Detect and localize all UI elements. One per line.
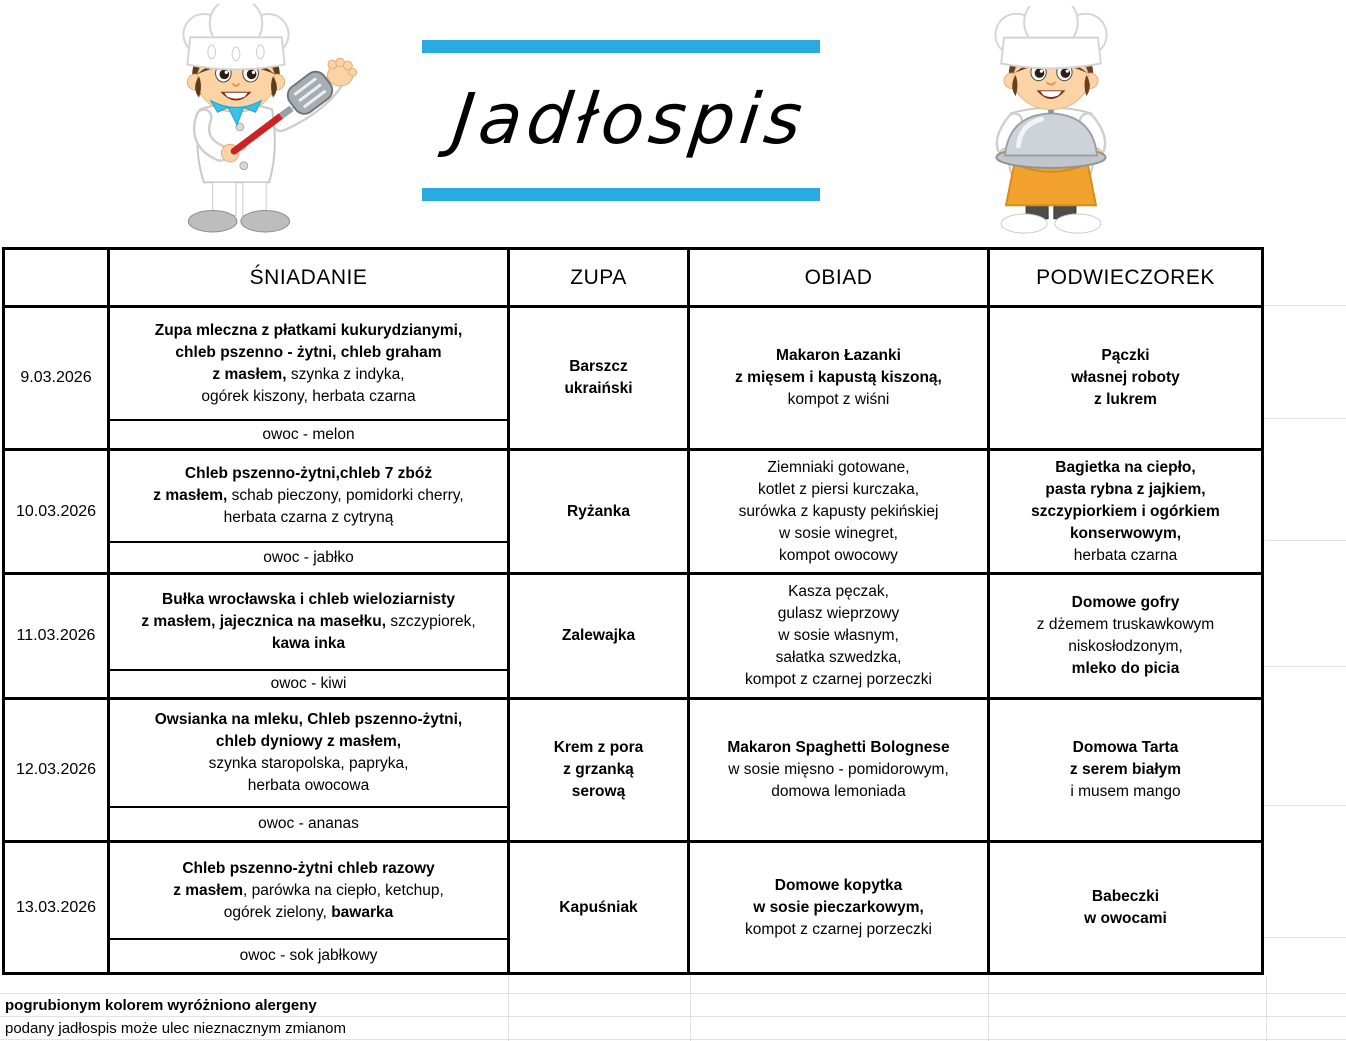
breakfast-main: [110, 308, 507, 419]
gridline-h: [1265, 540, 1346, 541]
menu-line: [1101, 345, 1149, 367]
allergen-text: kawa inka: [271, 635, 346, 652]
menu-text: kompot owocowy: [779, 546, 898, 564]
menu-text: herbata owocowa: [247, 777, 370, 794]
allergen-text: w sosie pieczarkowym,: [753, 898, 924, 916]
allergen-text: serową: [571, 783, 626, 800]
menu-text: surówka z kapusty pekińskiej: [738, 502, 939, 520]
allergen-text: szczypiorkiem i ogórkiem: [1031, 502, 1220, 520]
menu-line: [1092, 886, 1159, 908]
menu-line: [562, 625, 635, 647]
allergen-text: Pączki: [1101, 347, 1150, 364]
date-cell: 13.03.2026: [5, 843, 110, 972]
menu-text: szynka z indyka,: [286, 365, 405, 383]
menu-line: [248, 775, 370, 797]
dinner-cell: [690, 700, 990, 840]
menu-line: [153, 485, 463, 507]
chef-left-hand: [327, 58, 356, 86]
gridline-h: [0, 993, 1346, 994]
menu-line: [1045, 479, 1205, 501]
chef-left-illustration: [90, 4, 382, 238]
menu-line: [564, 378, 632, 400]
column-header-zupa: ZUPA: [510, 250, 690, 305]
menu-line: [778, 625, 899, 647]
allergen-text: Chleb pszenno-żytni chleb razowy: [182, 859, 435, 877]
allergen-text: z lukrem: [1094, 391, 1157, 408]
breakfast-main: [110, 700, 507, 806]
allergen-text: własnej roboty: [1071, 369, 1180, 386]
menu-text: kompot z czarnej porzeczki: [745, 671, 932, 688]
allergen-text: z masłem, jajecznica na masełku,: [141, 613, 387, 630]
menu-line: [216, 731, 401, 753]
menu-line: [745, 669, 932, 691]
menu-text: szynka staropolska, papryka,: [208, 755, 409, 772]
allergen-text: Owsianka na mleku, Chleb pszenno-żytni,: [154, 711, 463, 728]
menu-line: [1094, 389, 1157, 411]
snack-cell: [990, 575, 1261, 697]
menu-line: [1072, 592, 1180, 614]
fruit-cell: owoc - kiwi: [110, 669, 507, 697]
allergen-text: pasta rybna z jajkiem,: [1045, 480, 1206, 498]
fruit-cell: owoc - jabłko: [110, 541, 507, 572]
dinner-cell: [690, 451, 990, 572]
menu-text: niskosłodzonym,: [1068, 638, 1183, 655]
menu-text: w sosie mięsno - pomidorowym,: [728, 761, 949, 778]
title-bar-top: [422, 40, 820, 53]
menu-line: [559, 897, 637, 919]
table-row: [5, 451, 1261, 575]
table-row: [5, 575, 1261, 700]
allergen-note: pogrubionym kolorem wyróżniono alergeny: [5, 997, 317, 1014]
gridline-h: [1265, 418, 1346, 419]
menu-line: [185, 463, 432, 485]
title-block: [400, 30, 860, 210]
menu-line: [173, 880, 444, 902]
allergen-text: Domowa Tarta: [1072, 739, 1179, 756]
menu-text: herbata czarna z cytryną: [223, 509, 394, 526]
menu-line: [767, 457, 909, 479]
menu-text: Kasza pęczak,: [788, 583, 889, 600]
allergen-text: Chleb pszenno-żytni,chleb 7 zbóż: [184, 465, 433, 482]
menu-line: [201, 386, 415, 408]
breakfast-cell: [110, 843, 510, 972]
menu-line: [776, 345, 901, 367]
dinner-cell: [690, 843, 990, 972]
allergen-text: Krem z pora: [553, 739, 644, 756]
gridline-h: [1265, 805, 1346, 806]
menu-text: ogórek kiszony, herbata czarna: [201, 387, 416, 405]
menu-text: gulasz wieprzowy: [777, 605, 900, 622]
menu-line: [788, 389, 890, 411]
menu-text: domowa lemoniada: [771, 783, 906, 800]
menu-line: [563, 759, 634, 781]
menu-line: [753, 897, 924, 919]
menu-line: [1070, 523, 1181, 545]
menu-text: schab pieczony, pomidorki cherry,: [227, 487, 464, 504]
allergen-text: chleb pszenno - żytni, chleb graham: [175, 343, 442, 361]
allergen-text: z masłem,: [153, 487, 228, 504]
allergen-text: Babeczki: [1091, 887, 1160, 905]
menu-line: [778, 603, 899, 625]
allergen-text: z mięsem i kapustą kiszoną,: [735, 369, 942, 386]
table-row: [5, 308, 1261, 451]
menu-line: [1031, 501, 1220, 523]
menu-line: [572, 781, 625, 803]
chef-right-illustration: [902, 6, 1200, 236]
breakfast-main: [110, 575, 507, 669]
menu-line: [155, 709, 462, 731]
gridline-v: [690, 975, 691, 1041]
allergen-text: z masłem: [173, 881, 244, 899]
menu-text: Ziemniaki gotowane,: [767, 458, 910, 476]
breakfast-cell: [110, 700, 510, 840]
date-cell: 9.03.2026: [5, 308, 110, 448]
menu-line: [779, 545, 898, 567]
allergen-text: Makaron Łazanki: [776, 347, 901, 364]
menu-table: [2, 247, 1264, 975]
menu-text: ogórek zielony,: [223, 903, 332, 921]
table-row: [5, 843, 1261, 972]
gridline-h: [1265, 305, 1346, 306]
gridline-v: [1266, 975, 1267, 1041]
menu-line: [175, 342, 441, 364]
table-row: [5, 700, 1261, 843]
snack-cell: [990, 700, 1261, 840]
allergen-text: Ryżanka: [567, 502, 630, 520]
allergen-text: konserwowym,: [1069, 524, 1182, 542]
allergen-text: z serem białym: [1069, 761, 1182, 778]
date-cell: 10.03.2026: [5, 451, 110, 572]
soup-cell: [510, 308, 690, 448]
allergen-text: Zalewajka: [561, 627, 636, 644]
menu-line: [1070, 781, 1180, 803]
menu-text: z dżemem truskawkowym: [1036, 616, 1215, 633]
menu-line: [1084, 908, 1167, 930]
menu-line: [569, 356, 628, 378]
allergen-text: Bułka wrocławska i chleb wieloziarnisty: [162, 591, 455, 608]
gridline-h: [0, 1039, 1346, 1040]
menu-line: [1055, 457, 1195, 479]
menu-line: [1070, 759, 1181, 781]
date-cell: 12.03.2026: [5, 700, 110, 840]
column-header-obiad: OBIAD: [690, 250, 990, 305]
gridline-v: [988, 975, 989, 1041]
disclaimer-note: podany jadłospis może ulec nieznacznym zmianom: [5, 1020, 347, 1037]
allergen-text: z grzanką: [563, 761, 634, 778]
column-header-podwieczorek: PODWIECZOREK: [1036, 265, 1215, 289]
allergen-text: z masłem,: [212, 365, 287, 383]
menu-line: [1071, 367, 1180, 389]
menu-text: sałatka szwedzka,: [775, 649, 902, 666]
menu-line: [739, 501, 939, 523]
breakfast-main: [110, 843, 507, 938]
allergen-text: Zupa mleczna z płatkami kukurydzianymi,: [154, 321, 463, 339]
column-header-date: [5, 250, 110, 305]
allergen-text: Makaron Spaghetti Bolognese: [727, 739, 950, 756]
breakfast-cell: [110, 308, 510, 448]
menu-line: [728, 759, 949, 781]
menu-line: [182, 858, 434, 880]
menu-line: [1073, 737, 1179, 759]
soup-cell: [510, 843, 690, 972]
menu-line: [162, 589, 455, 611]
menu-text: kompot z czarnej porzeczki: [745, 920, 932, 938]
gridline-h: [0, 1016, 1346, 1017]
menu-line: [224, 507, 394, 529]
soup-cell: [510, 700, 690, 840]
menu-line: [1072, 658, 1180, 680]
menu-line: [735, 367, 942, 389]
allergen-text: Bagietka na ciepło,: [1055, 458, 1196, 476]
page-header: [0, 0, 1346, 243]
breakfast-cell: [110, 575, 510, 697]
menu-line: [1068, 636, 1183, 658]
gridline-h: [1265, 666, 1346, 667]
gridline-h: [1265, 937, 1346, 938]
fruit-cell: owoc - melon: [110, 419, 507, 448]
allergen-text: Barszcz: [569, 358, 628, 375]
table-header-row: [5, 250, 1261, 308]
fruit-cell: owoc - ananas: [110, 806, 507, 840]
snack-cell: [990, 843, 1261, 972]
menu-line: [272, 633, 345, 655]
allergen-text: Domowe kopytka: [774, 876, 903, 894]
menu-text: szczypiorek,: [386, 613, 476, 630]
date-cell: 11.03.2026: [5, 575, 110, 697]
dinner-cell: [690, 308, 990, 448]
menu-line: [224, 902, 393, 924]
soup-cell: [510, 575, 690, 697]
menu-line: [1037, 614, 1214, 636]
menu-text: kompot z wiśni: [787, 391, 890, 408]
menu-text: herbata czarna: [1073, 546, 1178, 564]
menu-line: [554, 737, 644, 759]
menu-line: [758, 479, 919, 501]
allergen-text: w owocami: [1084, 909, 1167, 927]
fruit-cell: owoc - sok jabłkowy: [110, 938, 507, 972]
menu-line: [1074, 545, 1177, 567]
allergen-text: Kapuśniak: [559, 898, 638, 916]
menu-text: w sosie winegret,: [779, 524, 898, 542]
menu-line: [771, 781, 905, 803]
allergen-text: bawarka: [331, 903, 394, 921]
snack-cell: [990, 308, 1261, 448]
menu-text: kotlet z piersi kurczaka,: [757, 480, 920, 498]
menu-line: [212, 364, 404, 386]
page-title: Jadłospis: [448, 78, 812, 160]
breakfast-main: [110, 451, 507, 541]
dinner-cell: [690, 575, 990, 697]
menu-line: [141, 611, 475, 633]
allergen-text: chleb dyniowy z masłem,: [215, 733, 402, 750]
column-header-śniadanie: ŚNIADANIE: [110, 250, 510, 305]
menu-text: , parówka na ciepło, ketchup,: [243, 881, 444, 899]
gridline-v: [508, 975, 509, 1041]
menu-line: [567, 501, 630, 523]
allergen-text: Domowe gofry: [1071, 594, 1180, 611]
menu-line: [779, 523, 898, 545]
soup-cell: [510, 451, 690, 572]
menu-line: [155, 320, 463, 342]
menu-line: [209, 753, 409, 775]
menu-line: [788, 581, 889, 603]
menu-line: [776, 647, 902, 669]
snack-cell: [990, 451, 1261, 572]
title-bar-bottom: [422, 188, 820, 201]
menu-text: i musem mango: [1070, 783, 1181, 800]
menu-text: w sosie własnym,: [778, 627, 899, 644]
allergen-text: mleko do picia: [1071, 660, 1180, 677]
menu-line: [745, 919, 932, 941]
menu-line: [775, 875, 902, 897]
menu-line: [727, 737, 949, 759]
allergen-text: ukraiński: [564, 380, 633, 397]
breakfast-cell: [110, 451, 510, 572]
